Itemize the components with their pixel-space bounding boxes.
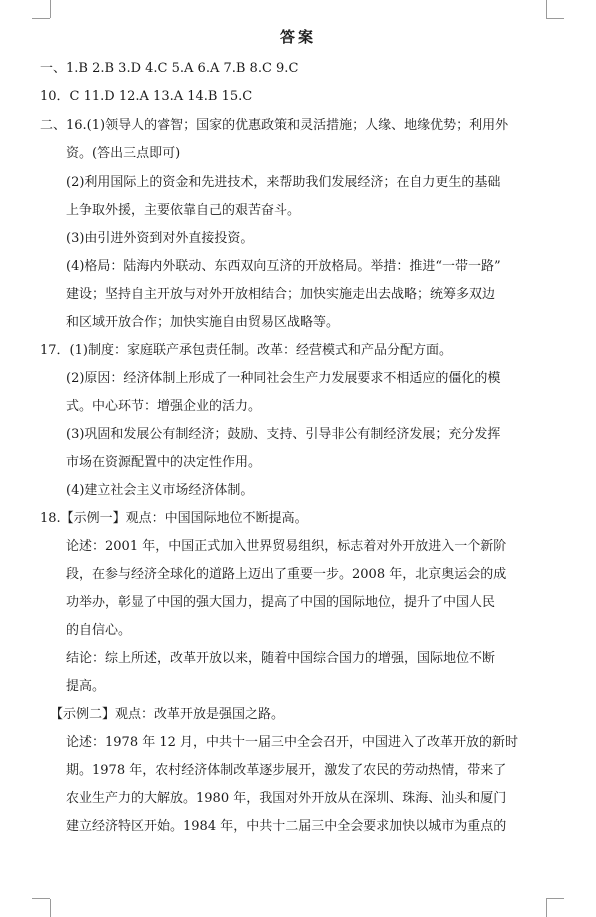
answer-line-16-1: 二、16.(1)领导人的睿智；国家的优惠政策和灵活措施；人缘、地缘优势；利用外 — [40, 118, 509, 133]
answer-line-17-3: (3)巩固和发展公有制经济；鼓励、支持、引导非公有制经济发展；充分发挥 — [66, 427, 501, 442]
crop-mark — [50, 0, 51, 18]
answer-line-16-4: (4)格局：陆海内外联动、东西双向互济的开放格局。举措：推进“一带一路” — [66, 259, 501, 274]
crop-mark — [32, 898, 50, 899]
crop-mark — [546, 899, 547, 917]
answer-line-18-example-1: 18.【示例一】观点：中国国际地位不断提高。 — [40, 511, 308, 526]
answer-line: 资。(答出三点即可) — [66, 146, 181, 161]
answer-line: 市场在资源配置中的决定性作用。 — [66, 455, 262, 470]
answer-line-17-1: 17．(1)制度：家庭联产承包责任制。改革：经营模式和产品分配方面。 — [40, 343, 452, 358]
answer-line: 结论：综上所述，改革开放以来，随着中国综合国力的增强，国际地位不断 — [66, 651, 496, 666]
answer-line: 论述：1978 年 12 月，中共十一届三中全会召开，中国进入了改革开放的新时 — [66, 735, 519, 750]
answer-line-mc-1: 一、1.B 2.B 3.D 4.C 5.A 6.A 7.B 8.C 9.C — [40, 61, 299, 76]
answer-line-16-2: (2)利用国际上的资金和先进技术，来帮助我们发展经济；在自力更生的基础 — [66, 175, 501, 190]
crop-mark — [546, 18, 564, 19]
crop-mark — [546, 898, 564, 899]
answer-line: 建设；坚持自主开放与对外开放相结合；加快实施走出去战略；统筹多双边 — [66, 287, 496, 302]
answer-line-17-4: (4)建立社会主义市场经济体制。 — [66, 483, 254, 498]
answer-line: 农业生产力的大解放。1980 年，我国对外开放从在深圳、珠海、汕头和厦门 — [66, 791, 507, 806]
crop-mark — [50, 899, 51, 917]
answer-line: 提高。 — [66, 679, 106, 694]
answer-line-mc-2: 10．C 11.D 12.A 13.A 14.B 15.C — [40, 89, 253, 104]
answer-line: 和区域开放合作；加快实施自由贸易区战略等。 — [66, 315, 340, 330]
answer-line-17-2: (2)原因：经济体制上形成了一种同社会生产力发展要求不相适应的僵化的模 — [66, 371, 501, 386]
answer-line: 期。1978 年，农村经济体制改革逐步展开，激发了农民的劳动热情，带来了 — [66, 763, 507, 778]
answer-line: 上争取外援，主要依靠自己的艰苦奋斗。 — [66, 203, 301, 218]
page-title: 答案 — [279, 28, 316, 46]
answer-line: 的自信心。 — [66, 623, 132, 638]
answer-line: 建立经济特区开始。1984 年，中共十二届三中全会要求加快以城市为重点的 — [66, 819, 507, 834]
answer-line: 段，在参与经济全球化的道路上迈出了重要一步。2008 年，北京奥运会的成 — [66, 567, 507, 582]
answer-line: 式。中心环节：增强企业的活力。 — [66, 399, 262, 414]
crop-mark — [546, 0, 547, 18]
answer-line: 论述：2001 年，中国正式加入世界贸易组织，标志着对外开放进入一个新阶 — [66, 539, 507, 554]
answer-line: 功举办，彰显了中国的强大国力，提高了中国的国际地位，提升了中国人民 — [66, 595, 496, 610]
crop-mark — [32, 18, 50, 19]
answer-line-16-3: (3)由引进外资到对外直接投资。 — [66, 231, 254, 246]
answer-line-18-example-2: 【示例二】观点：改革开放是强国之路。 — [50, 707, 285, 722]
